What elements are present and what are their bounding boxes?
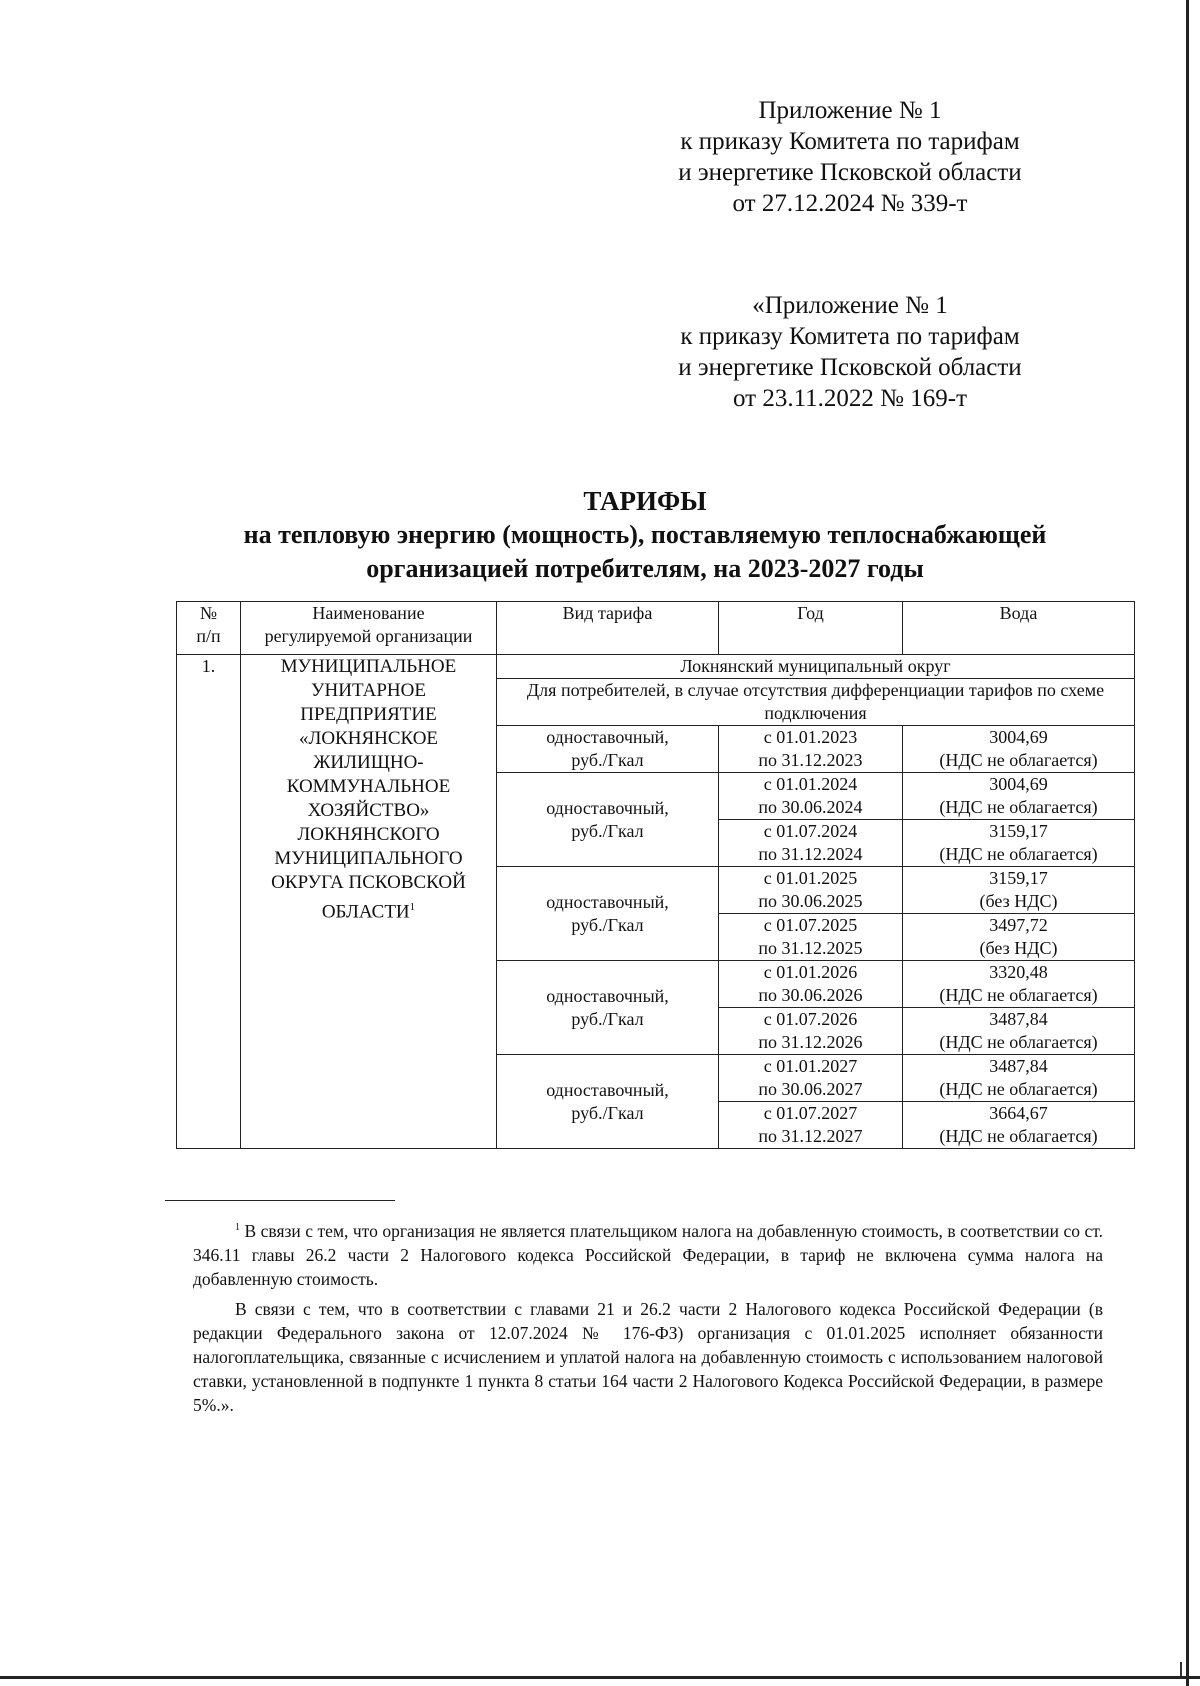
water-cell bbox=[903, 820, 1135, 867]
appendix-current-line1: Приложение № 1 bbox=[758, 97, 942, 124]
water-cell bbox=[903, 914, 1135, 961]
period-cell bbox=[719, 914, 903, 961]
period-to: по 30.06.2024 bbox=[758, 797, 863, 817]
water-cell bbox=[903, 1102, 1135, 1149]
period-from: с 01.01.2025 bbox=[763, 868, 858, 888]
water-cell bbox=[903, 1055, 1135, 1102]
period-to: по 31.12.2023 bbox=[758, 750, 863, 770]
footnotes bbox=[193, 1216, 1103, 1423]
water-value: 3159,17 bbox=[989, 868, 1048, 888]
period-from: с 01.07.2025 bbox=[763, 915, 858, 935]
period-cell bbox=[719, 726, 903, 773]
period-cell bbox=[719, 961, 903, 1008]
period-cell bbox=[719, 1102, 903, 1149]
title-main: ТАРИФЫ bbox=[583, 486, 707, 516]
water-vat: (НДС не облагается) bbox=[939, 1126, 1098, 1146]
table-header-row bbox=[177, 602, 1135, 655]
tariff-label-2: руб./Гкал bbox=[571, 914, 644, 935]
period-from: с 01.07.2027 bbox=[763, 1103, 858, 1123]
appendix-original-line4: от 23.11.2022 № 169-т bbox=[732, 385, 968, 412]
page-edge-bottom bbox=[0, 1676, 1200, 1679]
appendix-current-line2: к приказу Комитета по тарифам bbox=[680, 128, 1020, 155]
period-to: по 31.12.2027 bbox=[758, 1126, 863, 1146]
period-from: с 01.01.2026 bbox=[763, 962, 858, 982]
header-org-line2: регулируемой организации bbox=[264, 626, 473, 646]
water-vat: (НДС не облагается) bbox=[939, 985, 1098, 1005]
water-vat: (НДС не облагается) bbox=[939, 750, 1098, 770]
appendix-current-line4: от 27.12.2024 № 339-т bbox=[732, 190, 968, 217]
water-cell bbox=[903, 867, 1135, 914]
tariff-type-cell bbox=[497, 726, 719, 773]
footnote-1 bbox=[193, 1216, 1103, 1291]
water-value: 3004,69 bbox=[989, 727, 1048, 747]
water-value: 3159,17 bbox=[989, 821, 1048, 841]
appendix-original-block bbox=[640, 290, 1060, 414]
period-cell bbox=[719, 820, 903, 867]
org-footnote-mark: 1 bbox=[409, 901, 416, 913]
tariff-type-cell bbox=[497, 867, 719, 961]
period-from: с 01.07.2024 bbox=[763, 821, 858, 841]
tariff-label-1: одноставочный, bbox=[546, 985, 669, 1006]
water-vat: (без НДС) bbox=[979, 938, 1058, 958]
water-cell bbox=[903, 726, 1135, 773]
tariff-type-cell bbox=[497, 961, 719, 1055]
water-value: 3487,84 bbox=[989, 1009, 1048, 1029]
footnote-1-text: В связи с тем, что организация не является плательщиком налога на добавленную стоимость, в соответствии со ст. 346.11 главы 26.2 части 2 Налогового кодекса Российской Федерации, в тариф не включена сумма налога на добавленную стоимость. bbox=[193, 1220, 1103, 1289]
header-water: Вода bbox=[903, 602, 1135, 655]
period-to: по 30.06.2025 bbox=[758, 891, 863, 911]
tariff-type-cell bbox=[497, 773, 719, 867]
footnote-2: В связи с тем, что в соответствии с главами 21 и 26.2 части 2 Налогового кодекса Российской Федерации (в редакции Федерального закона от 12.07.2024 № 176-ФЗ) организация с 01.01.2025 исполняет обязанности налогоплательщика, связанные с исчислением и уплатой налога на добавленную стоимость с использованием налоговой ставки, установленной в подпункте 1 пункта 8 статьи 164 части 2 Налогового Кодекса Российской Федерации, в размере 5%.». bbox=[193, 1298, 1103, 1415]
period-from: с 01.07.2026 bbox=[763, 1009, 858, 1029]
period-cell bbox=[719, 773, 903, 820]
title-line3: организацией потребителям, на 2023-2027 годы bbox=[366, 554, 924, 583]
district-cell: Локнянский муниципальный округ bbox=[497, 655, 1135, 679]
header-num-line2: п/п bbox=[196, 626, 221, 646]
org-name: МУНИЦИПАЛЬНОЕ УНИТАРНОЕ ПРЕДПРИЯТИЕ «ЛОКНЯНСКОЕ ЖИЛИЩНО-КОММУНАЛЬНОЕ ХОЗЯЙСТВО» ЛОКНЯНСКОГО МУНИЦИПАЛЬНОГО ОКРУГА ПСКОВСКОЙ ОБЛАСТИ bbox=[271, 656, 466, 923]
water-value: 3497,72 bbox=[989, 915, 1048, 935]
period-from: с 01.01.2027 bbox=[763, 1056, 858, 1076]
period-from: с 01.01.2024 bbox=[763, 774, 858, 794]
water-cell bbox=[903, 1008, 1135, 1055]
district-row bbox=[177, 655, 1135, 679]
period-from: с 01.01.2023 bbox=[763, 727, 858, 747]
water-cell bbox=[903, 773, 1135, 820]
water-cell bbox=[903, 961, 1135, 1008]
appendix-current-line3: и энергетике Псковской области bbox=[678, 159, 1022, 186]
tariffs-table bbox=[176, 601, 1135, 1149]
tariff-type-cell bbox=[497, 1055, 719, 1149]
header-org-line1: Наименование bbox=[312, 603, 425, 623]
org-name-cell bbox=[241, 655, 497, 1149]
tariff-label-2: руб./Гкал bbox=[571, 1102, 644, 1123]
header-num-line1: № bbox=[199, 603, 218, 623]
period-cell bbox=[719, 1055, 903, 1102]
water-value: 3487,84 bbox=[989, 1056, 1048, 1076]
tariff-label-2: руб./Гкал bbox=[571, 820, 644, 841]
header-num bbox=[177, 602, 241, 655]
period-to: по 31.12.2024 bbox=[758, 844, 863, 864]
consumers-cell: Для потребителей, в случае отсутствия дифференциации тарифов по схеме подключения bbox=[497, 679, 1135, 726]
tariff-label-2: руб./Гкал bbox=[571, 1008, 644, 1029]
page-edge-mark bbox=[1180, 1662, 1182, 1676]
water-value: 3004,69 bbox=[989, 774, 1048, 794]
period-cell bbox=[719, 1008, 903, 1055]
header-tariff-type: Вид тарифа bbox=[497, 602, 719, 655]
water-vat: (НДС не облагается) bbox=[939, 1079, 1098, 1099]
tariff-label-2: руб./Гкал bbox=[571, 750, 644, 770]
appendix-original-line3: и энергетике Псковской области bbox=[678, 354, 1022, 381]
row-number: 1. bbox=[177, 655, 241, 1149]
document-title bbox=[150, 484, 1140, 586]
period-cell bbox=[719, 867, 903, 914]
appendix-original-line1: «Приложение № 1 bbox=[752, 292, 948, 319]
page-edge-right bbox=[1186, 0, 1189, 1686]
header-org bbox=[241, 602, 497, 655]
tariff-label-1: одноставочный, bbox=[546, 727, 669, 747]
footnote-mark: 1 bbox=[235, 1222, 240, 1233]
period-to: по 30.06.2027 bbox=[758, 1079, 863, 1099]
water-vat: (НДС не облагается) bbox=[939, 1032, 1098, 1052]
footnote-separator bbox=[165, 1200, 395, 1201]
appendix-current-block bbox=[640, 95, 1060, 219]
water-vat: (НДС не облагается) bbox=[939, 844, 1098, 864]
appendix-original-line2: к приказу Комитета по тарифам bbox=[680, 323, 1020, 350]
water-value: 3664,67 bbox=[989, 1103, 1048, 1123]
tariff-label-1: одноставочный, bbox=[546, 1079, 669, 1100]
water-value: 3320,48 bbox=[989, 962, 1048, 982]
title-line2: на тепловую энергию (мощность), поставляемую теплоснабжающей bbox=[243, 520, 1047, 549]
water-vat: (НДС не облагается) bbox=[939, 797, 1098, 817]
period-to: по 31.12.2025 bbox=[758, 938, 863, 958]
header-year: Год bbox=[719, 602, 903, 655]
period-to: по 30.06.2026 bbox=[758, 985, 863, 1005]
period-to: по 31.12.2026 bbox=[758, 1032, 863, 1052]
tariff-label-1: одноставочный, bbox=[546, 797, 669, 818]
tariff-label-1: одноставочный, bbox=[546, 891, 669, 912]
water-vat: (без НДС) bbox=[979, 891, 1058, 911]
